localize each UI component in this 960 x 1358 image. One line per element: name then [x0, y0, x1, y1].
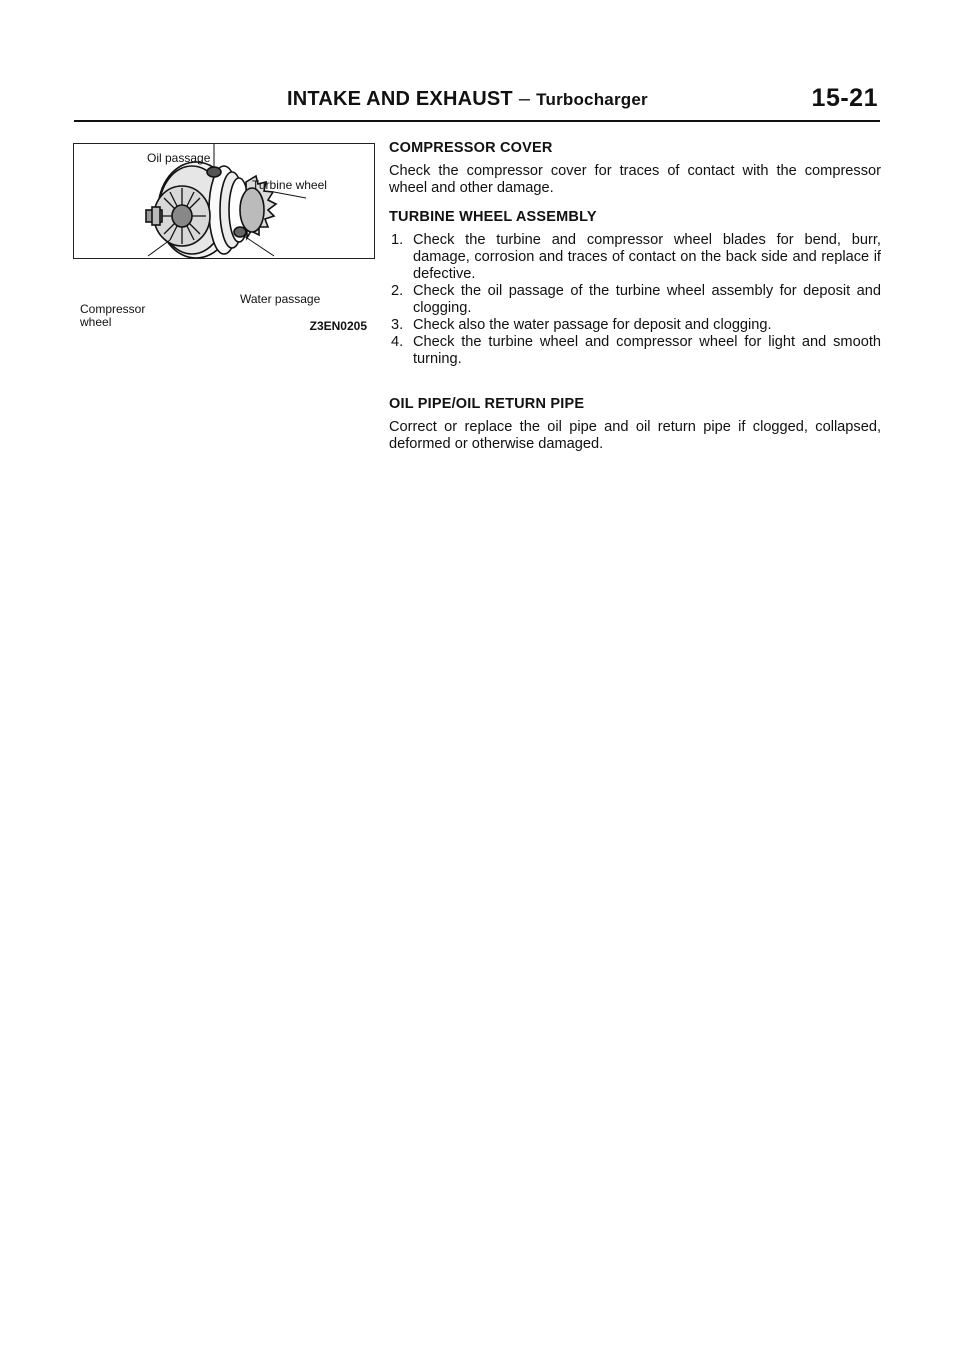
water-passage-label: Water passage	[240, 292, 321, 306]
step-number: 3.	[391, 317, 404, 333]
compressor-wheel-label-line1: Compressor	[80, 302, 146, 316]
step-text: Check the turbine wheel and compressor wheel for light and smooth turning.	[413, 334, 881, 367]
oil-pipe-section	[389, 396, 881, 453]
compressor-wheel-label-line2: wheel	[80, 315, 112, 329]
oil-passage-label: Oil passage	[147, 151, 211, 165]
turbine-wheel-assembly-section	[389, 209, 881, 368]
compressor-cover-heading: COMPRESSOR COVER	[389, 140, 553, 156]
section-name: INTAKE AND EXHAUST	[287, 88, 513, 110]
list-item	[389, 317, 881, 334]
step-number: 1.	[391, 232, 404, 248]
compressor-cover-section	[389, 140, 881, 197]
header-rule	[74, 120, 880, 122]
figure-code: Z3EN0205	[309, 319, 367, 333]
step-text: Check the oil passage of the turbine wheel assembly for deposit and clogging.	[413, 283, 881, 316]
compressor-cover-text: Check the compressor cover for traces of contact with the compressor wheel and other damage.	[389, 163, 881, 196]
step-text: Check the turbine and compressor wheel blades for bend, burr, damage, corrosion and traces of contact on the back side and replace if defective.	[413, 232, 881, 282]
section-title	[287, 88, 648, 111]
step-number: 2.	[391, 283, 404, 299]
compressor-wheel-label	[80, 303, 145, 329]
turbine-wheel-illustration	[74, 144, 376, 260]
turbocharger-figure	[73, 143, 375, 333]
list-item	[389, 283, 881, 317]
list-item	[389, 232, 881, 283]
title-dash: –	[518, 88, 531, 110]
list-item	[389, 334, 881, 368]
page-number: 15-21	[811, 84, 878, 112]
oil-pipe-heading: OIL PIPE/OIL RETURN PIPE	[389, 396, 585, 412]
turbine-wheel-assembly-heading: TURBINE WHEEL ASSEMBLY	[389, 209, 597, 225]
turbine-wheel-label: Turbine wheel	[252, 178, 327, 192]
subsection-name: Turbocharger	[536, 90, 648, 109]
step-number: 4.	[391, 334, 404, 350]
oil-pipe-text: Correct or replace the oil pipe and oil return pipe if clogged, collapsed, deformed or otherwise damaged.	[389, 419, 881, 452]
step-text: Check also the water passage for deposit and clogging.	[413, 317, 772, 333]
turbine-check-steps	[389, 232, 881, 368]
